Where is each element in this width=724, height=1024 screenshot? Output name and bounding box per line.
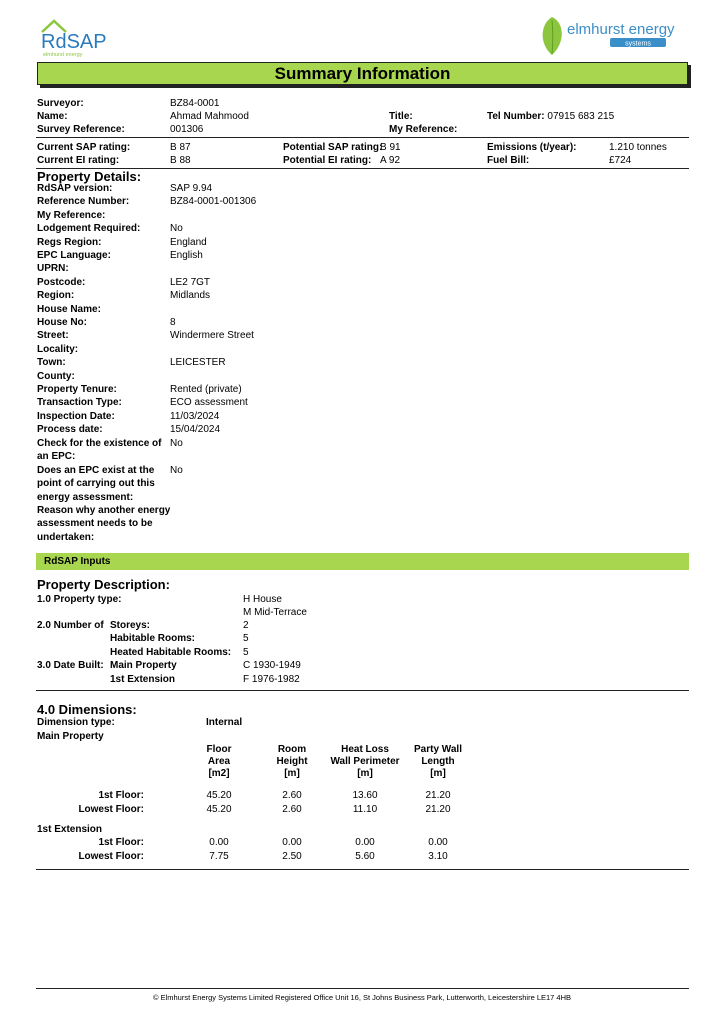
- habitable-rooms-label: Habitable Rooms:: [110, 633, 196, 644]
- detail-value: BZ84-0001-001306: [170, 196, 257, 208]
- detail-value: ECO assessment: [170, 397, 248, 409]
- property-type-value: H House: [243, 594, 282, 605]
- habitable-rooms-value: 5: [243, 633, 249, 644]
- page-title: Summary Information: [274, 64, 451, 83]
- dimension-cell: 2.60: [282, 790, 302, 801]
- dimension-cell: 21.20: [425, 803, 451, 815]
- detail-label: Postcode:: [37, 276, 86, 288]
- detail-label: Reference Number:: [37, 196, 130, 208]
- divider: [36, 137, 689, 138]
- elmhurst-logo: [538, 14, 688, 58]
- dimension-type-label: Dimension type:: [37, 717, 115, 728]
- footer-text: © Elmhurst Energy Systems Limited Registered Office Unit 16, St Johns Business Park, Lutterworth, Leicestershire LE17 4HB: [152, 993, 572, 1002]
- detail-value: No: [170, 223, 183, 235]
- detail-label: Process date:: [37, 424, 103, 436]
- dimension-cell: 0.00: [428, 837, 448, 848]
- storeys-value: 2: [243, 620, 249, 631]
- rdsap-house-icon: [40, 18, 110, 58]
- dimension-cell: 3.10: [428, 850, 448, 862]
- column-header: Area: [207, 756, 231, 767]
- column-header: [m]: [357, 768, 373, 779]
- detail-label: House Name:: [37, 303, 101, 315]
- dimension-row-label: Lowest Floor:: [78, 850, 144, 862]
- leaf-icon: [543, 17, 562, 55]
- column-header: Floor: [206, 744, 232, 755]
- dimension-cell: 2.50: [282, 850, 302, 862]
- epc-exist-label-cont: point of carrying out this: [37, 478, 155, 489]
- detail-label: My Reference:: [37, 209, 106, 221]
- surveyor-label: Surveyor:: [37, 98, 84, 109]
- detail-label: Inspection Date:: [37, 410, 115, 422]
- storeys-label: Storeys:: [110, 620, 151, 631]
- title-bar: [37, 62, 688, 85]
- divider: [36, 869, 689, 870]
- column-header: Height: [276, 756, 308, 767]
- main-property-heading: Main Property: [37, 731, 104, 742]
- rdsap-inputs-label: RdSAP Inputs: [44, 556, 111, 567]
- dimension-type-value: Internal: [206, 717, 243, 728]
- property-type-label: 1.0 Property type:: [37, 594, 122, 605]
- detail-value: 8: [170, 317, 176, 328]
- survey-ref-label: Survey Reference:: [37, 124, 125, 135]
- detail-value: 11/03/2024: [170, 410, 220, 422]
- extension-label: 1st Extension: [110, 674, 176, 685]
- rdsap-logo: [40, 18, 110, 58]
- detail-label: House No:: [37, 317, 87, 328]
- column-header: [m]: [430, 768, 446, 779]
- detail-value: 15/04/2024: [170, 424, 221, 436]
- name-value: Ahmad Mahmood: [170, 111, 249, 122]
- date-built-label: 3.0 Date Built:: [37, 660, 104, 671]
- potential-sap-label: Potential SAP rating:: [283, 142, 383, 153]
- detail-label: EPC Language:: [37, 250, 111, 261]
- epc-check-label: Check for the existence of: [37, 438, 162, 449]
- detail-value: LEICESTER: [170, 357, 226, 369]
- potential-sap-value: B 91: [380, 142, 401, 153]
- detail-label: Lodgement Required:: [37, 223, 141, 235]
- property-details-heading: Property Details:: [37, 169, 142, 184]
- detail-label: RdSAP version:: [37, 183, 113, 194]
- detail-value: LE2 7GT: [170, 276, 211, 288]
- column-header: Wall Perimeter: [330, 756, 400, 767]
- heated-rooms-label: Heated Habitable Rooms:: [110, 647, 232, 658]
- emissions-label: Emissions (t/year):: [487, 142, 577, 153]
- fuel-bill-label: Fuel Bill:: [487, 155, 530, 166]
- detail-value: Rented (private): [170, 384, 242, 395]
- surveyor-value: BZ84-0001: [170, 98, 220, 109]
- detail-label: Street:: [37, 330, 69, 342]
- current-sap-value: B 87: [170, 142, 191, 153]
- extension-age: F 1976-1982: [243, 674, 300, 685]
- dimension-cell: 0.00: [355, 837, 375, 848]
- detail-label: County:: [37, 370, 75, 382]
- current-ei-value: B 88: [170, 155, 191, 166]
- dimension-cell: 0.00: [209, 837, 229, 848]
- survey-ref-value: 001306: [170, 124, 204, 135]
- detail-label: Town:: [37, 357, 66, 369]
- column-header: Length: [421, 756, 455, 767]
- detail-label: Regs Region:: [37, 236, 102, 248]
- my-ref-label: My Reference:: [389, 124, 458, 135]
- potential-ei-label: Potential EI rating:: [283, 155, 372, 166]
- detail-label: Property Tenure:: [37, 384, 117, 395]
- detail-label: Transaction Type:: [37, 397, 122, 409]
- dimension-cell: 21.20: [425, 790, 451, 801]
- detail-label: Region:: [37, 290, 75, 302]
- number-of-label: 2.0 Number of: [37, 620, 104, 631]
- potential-ei-value: A 92: [380, 155, 401, 166]
- emissions-value: 1.210 tonnes: [609, 142, 667, 153]
- dimension-cell: 0.00: [282, 837, 302, 848]
- dimensions-heading: 4.0 Dimensions:: [37, 702, 137, 717]
- dimension-row-label: Lowest Floor:: [78, 803, 144, 815]
- dimension-row-label: 1st Floor:: [98, 837, 144, 848]
- name-label: Name:: [37, 111, 68, 122]
- current-sap-label: Current SAP rating:: [37, 142, 131, 153]
- dimension-cell: 5.60: [355, 850, 375, 862]
- fuel-bill-value: £724: [609, 155, 632, 166]
- footer-divider: [36, 988, 689, 989]
- dimension-cell: 45.20: [206, 803, 232, 815]
- column-header: Heat Loss: [341, 744, 389, 755]
- detail-value: England: [170, 236, 207, 248]
- epc-exist-value: No: [170, 465, 183, 476]
- main-property-age: C 1930-1949: [243, 660, 301, 671]
- column-header: Party Wall: [414, 744, 462, 755]
- detail-label: UPRN:: [37, 263, 69, 275]
- rdsap-logo-subtext: elmhurst energy: [43, 52, 83, 58]
- reason-label-cont: undertaken:: [37, 532, 95, 543]
- tel-label: Tel Number:: [487, 111, 545, 122]
- property-form-value: M Mid-Terrace: [243, 607, 307, 618]
- reason-label: Reason why another energy: [37, 505, 171, 516]
- rdsap-logo-text: RdSAP: [41, 31, 107, 53]
- heated-rooms-value: 5: [243, 647, 249, 658]
- divider: [36, 690, 689, 691]
- dimension-row-label: 1st Floor:: [98, 790, 144, 801]
- dimension-cell: 45.20: [206, 790, 232, 801]
- tel-value: 07915 683 215: [547, 111, 615, 122]
- epc-exist-label: Does an EPC exist at the: [37, 465, 155, 476]
- detail-value: Midlands: [170, 290, 211, 302]
- extension-heading: 1st Extension: [37, 824, 103, 835]
- epc-check-value: No: [170, 438, 183, 449]
- tel-number: [487, 111, 614, 122]
- detail-label: Locality:: [37, 343, 79, 355]
- dimension-cell: 7.75: [209, 850, 229, 862]
- detail-value: Windermere Street: [170, 330, 254, 342]
- current-ei-label: Current EI rating:: [37, 155, 120, 166]
- rdsap-inputs-bar: [36, 553, 689, 570]
- dimension-cell: 13.60: [352, 790, 378, 801]
- epc-check-label-cont: an EPC:: [37, 451, 76, 462]
- elmhurst-logo-subtext: systems: [625, 40, 651, 48]
- detail-value: SAP 9.94: [170, 183, 213, 194]
- property-description-heading: Property Description:: [37, 577, 170, 592]
- detail-value: English: [170, 250, 203, 261]
- elmhurst-logo-text: elmhurst energy: [567, 21, 675, 38]
- reason-label-cont: assessment needs to be: [37, 518, 153, 529]
- column-header: [m2]: [208, 768, 230, 779]
- column-header: Room: [277, 744, 307, 755]
- dimension-cell: 2.60: [282, 803, 302, 815]
- epc-exist-label-cont: energy assessment:: [37, 492, 134, 503]
- column-header: [m]: [284, 768, 300, 779]
- dimension-cell: 11.10: [352, 803, 378, 815]
- main-property-label: Main Property: [110, 660, 177, 671]
- title-label: Title:: [389, 111, 413, 122]
